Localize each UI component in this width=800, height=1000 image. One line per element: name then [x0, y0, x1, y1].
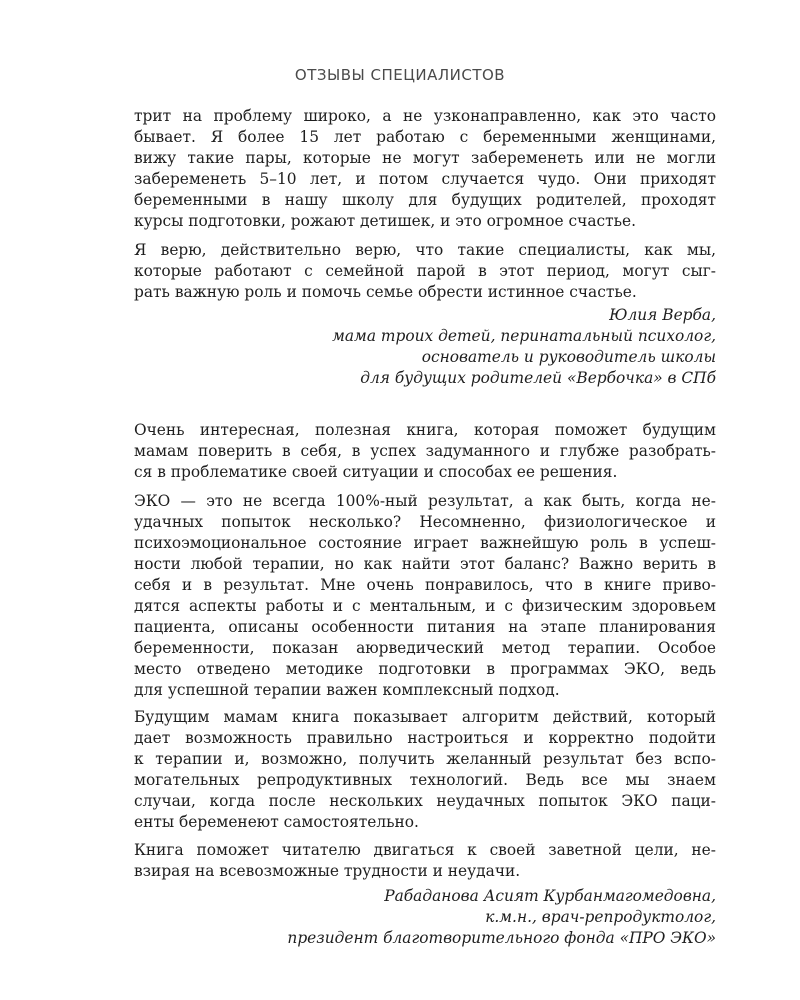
review2-p2-line1: ЭКО — это не всегда 100%-ный результат, а как быть, когда не- [134, 492, 716, 510]
review2-p2-line4: ности любой терапии, но как найти этот баланс? Важно верить в [134, 555, 716, 573]
review1-signature-line4: для будущих родителей «Вербочка» в СПб [360, 369, 716, 387]
review1-p1-line2: бывает. Я более 15 лет работаю с беременными женщинами, [134, 128, 716, 146]
review2-p3-line5: случаи, когда после нескольких неудачных попыток ЭКО паци- [134, 792, 716, 810]
review1-p2-line1: Я верю, действительно верю, что такие специалисты, как мы, [134, 241, 716, 259]
review1-p1-line5: беременными в нашу школу для будущих родителей, проходят [134, 191, 716, 209]
review1-p1-line1: трит на проблему широко, а не узконаправленно, как это часто [134, 107, 716, 125]
review1-p1-line6: курсы подготовки, рожают детишек, и это огромное счастье. [134, 212, 637, 230]
review2-p2-line7: пациента, описаны особенности питания на этапе планирования [134, 618, 716, 636]
review2-p4-line1: Книга поможет читателю двигаться к своей заветной цели, не- [134, 841, 716, 859]
review1-signature-name: Юлия Верба, [609, 306, 716, 324]
review2-p2-line10: для успешной терапии важен комплексный подход. [134, 681, 560, 699]
review2-p1-line2: мамам поверить в себя, в успех задуманного и глубже разобрать- [134, 442, 716, 460]
review2-p1-line3: ся в проблематике своей ситуации и способах ее решения. [134, 463, 618, 481]
review1-p2-line3: рать важную роль и помочь семье обрести истинное счастье. [134, 283, 637, 301]
review2-p2-line3: психоэмоциональное состояние играет важнейшую роль в успеш- [134, 534, 716, 552]
review2-p3-line2: дает возможность правильно настроиться и корректно подойти [134, 729, 716, 747]
running-header: ОТЗЫВЫ СПЕЦИАЛИСТОВ [294, 66, 506, 84]
review2-p2-line6: дятся аспекты работы и с ментальным, и с физическим здоровьем [134, 597, 716, 615]
review2-p3-line6: енты беременеют самостоятельно. [134, 813, 419, 831]
review2-p2-line5: себя и в результат. Мне очень понравилось, что в книге приво- [134, 576, 716, 594]
review1-signature-line3: основатель и руководитель школы [421, 348, 716, 366]
review2-p3-line3: к терапии и, возможно, получить желанный результат без вспо- [134, 750, 716, 768]
review2-p2-line9: место отведено методике подготовки в программах ЭКО, ведь [134, 660, 716, 678]
review2-signature-line2: к.м.н., врач-репродуктолог, [485, 908, 716, 926]
review2-p3-line1: Будущим мамам книга показывает алгоритм действий, который [134, 708, 716, 726]
review1-p1-line3: вижу такие пары, которые не могут забеременеть или не могли [134, 149, 716, 167]
review2-signature-name: Рабаданова Асият Курбанмагомедовна, [384, 887, 716, 905]
review1-p1-line4: забеременеть 5–10 лет, и потом случается чудо. Они приходят [134, 170, 716, 188]
review2-signature-line3: президент благотворительного фонда «ПРО ЭКО» [287, 929, 716, 947]
review2-p4-line2: взирая на всевозможные трудности и неудачи. [134, 862, 521, 880]
review2-p3-line4: могательных репродуктивных технологий. Ведь все мы знаем [134, 771, 716, 789]
review1-p2-line2: которые работают с семейной парой в этот период, могут сыг- [134, 262, 716, 280]
review2-p2-line8: беременности, показан аюрведический метод терапии. Особое [134, 639, 716, 657]
review2-p2-line2: удачных попыток несколько? Несомненно, физиологическое и [134, 513, 716, 531]
review1-signature-line2: мама троих детей, перинатальный психолог, [332, 327, 716, 345]
review2-p1-line1: Очень интересная, полезная книга, которая поможет будущим [134, 421, 716, 439]
